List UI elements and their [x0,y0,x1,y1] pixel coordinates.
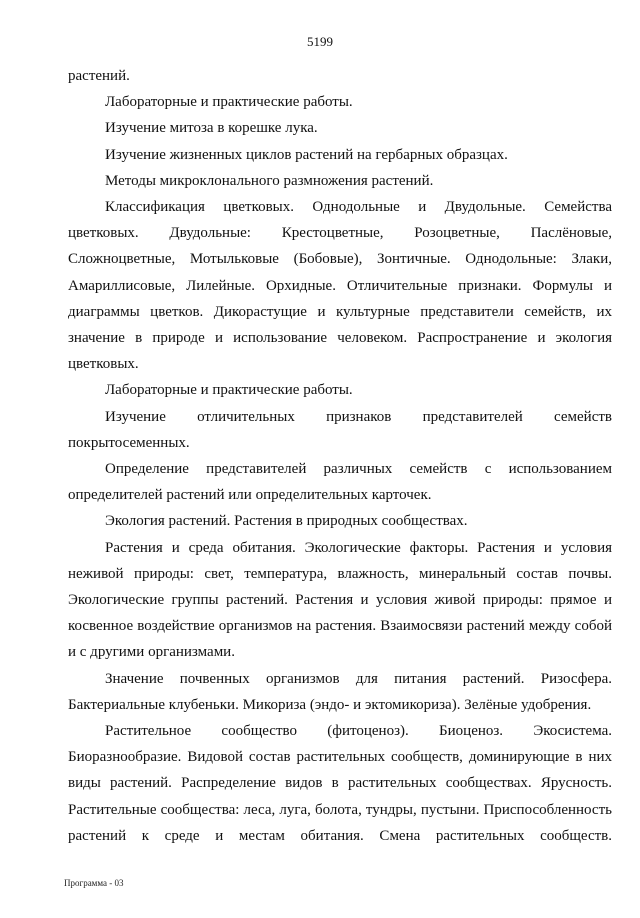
paragraph-mitosis: Изучение митоза в корешке лука. [105,120,318,137]
footer-label: Программа - 03 [64,878,124,888]
paragraph-ecology-heading: Экология растений. Растения в природных сообществах. [105,513,468,530]
paragraph-plant-communities: Растительное сообщество (фитоценоз). Биоценоз. Экосистема. Биоразнообразие. Видовой состав растительных сообществ, доминирующие в них виды растений. Распределение видов в растительных сообществах. Ярусность. Растительные сообщества: леса, луга, болота, тундры, пустыни. Приспособленность растений к среде и местам обитания. Смена растительных сообществ. [68,723,612,844]
paragraph-microclonal: Методы микроклонального размножения растений. [105,172,434,189]
paragraph-environment: Растения и среда обитания. Экологические факторы. Растения и условия неживой природы: свет, температура, влажность, минеральный состав почвы. Экологические группы растений. Растения и условия живой природы: прямое и косвенное воздействие организмов на растения. Взаимосвязи растений между собой и с другими организмами. [68,539,612,661]
paragraph-classification: Классификация цветковых. Однодольные и Двудольные. Семейства цветковых. Двудольные: Крестоцветные, Розоцветные, Паслёновые, Сложноцветные, Мотыльковые (Бобовые), Зонтичные. Однодольные: Злаки, Амариллисовые, Лилейные. Орхидные. Отличительные признаки. Формулы и диаграммы цветков. Дикорастущие и культурные представители семейств, их значение в природе и использование человеком. Распространение и экология цветковых. [68,199,612,373]
page-number: 5199 [307,34,333,49]
paragraph-identification: Определение представителей различных семейств с использованием определителей растений или определительных карточек. [68,461,612,504]
paragraph-lab-works-heading-2: Лабораторные и практические работы. [105,382,353,399]
paragraph-distinguishing-features: Изучение отличительных признаков представителей семейств покрытосеменных. [68,408,612,451]
document-body [68,63,612,849]
paragraph-lab-works-heading: Лабораторные и практические работы. [105,94,353,111]
paragraph-continuation: растений. [68,68,130,84]
paragraph-life-cycles: Изучение жизненных циклов растений на гербарных образцах. [105,146,508,163]
paragraph-soil-organisms: Значение почвенных организмов для питания растений. Ризосфера. Бактериальные клубеньки. Микориза (эндо- и эктомикориза). Зелёные удобрения. [68,670,612,713]
